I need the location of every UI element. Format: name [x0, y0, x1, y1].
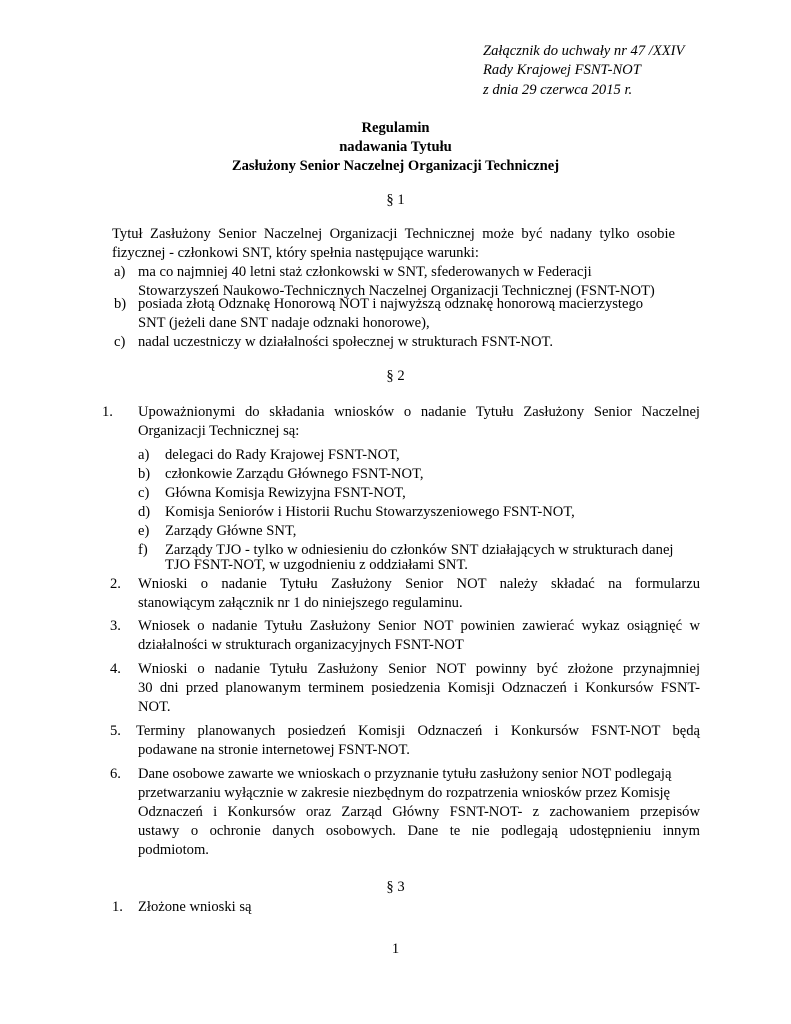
s3-p1-marker: 1.: [112, 899, 123, 915]
s2-sub-f-line-1: Zarządy TJO - tylko w odniesieniu do członków SNT działających w strukturach danej: [165, 542, 674, 558]
s3-p1-line-1: Złożone wnioski są: [138, 899, 252, 915]
s2-p5-line-1: Terminy planowanych posiedzeń Komisji Odznaczeń i Konkursów FSNT-NOT będą: [136, 723, 700, 739]
s2-p6-line-3: Odznaczeń i Konkursów oraz Zarząd Główny FSNT-NOT- z zachowaniem przepisów: [138, 804, 700, 820]
page-number: 1: [391, 941, 400, 957]
s2-p6-marker: 6.: [110, 766, 121, 782]
section-2-heading: § 2: [386, 368, 405, 384]
s2-p4-marker: 4.: [110, 661, 121, 677]
s2-p6-line-2: przetwarzaniu wyłącznie w zakresie niezbędnym do rozpatrzenia wniosków przez Komisję: [138, 785, 671, 801]
s2-p2-line-2: stanowiącym załącznik nr 1 do niniejszego regulaminu.: [138, 595, 463, 611]
s2-sub-c-marker: c): [138, 485, 150, 501]
s2-p6-line-1: Dane osobowe zawarte we wnioskach o przyznanie tytułu zasłużony senior NOT podlegają: [138, 766, 672, 782]
s2-p3-line-2: działalności w strukturach organizacyjnych FSNT-NOT: [138, 637, 464, 653]
s2-sub-f-line-2: TJO FSNT-NOT, w uzgodnieniu z oddziałami SNT.: [165, 557, 468, 573]
s1-item-c-marker: c): [114, 334, 126, 350]
section-3-heading: § 3: [386, 879, 405, 895]
s2-sub-b-text: członkowie Zarządu Głównego FSNT-NOT,: [165, 466, 424, 482]
s2-p4-line-2: 30 dni przed planowanym terminem posiedzenia Komisji Odznaczeń i Konkursów FSNT-: [138, 680, 700, 696]
s2-p5-marker: 5.: [110, 723, 121, 739]
s2-p3-marker: 3.: [110, 618, 121, 634]
title-line-3: Zasłużony Senior Naczelnej Organizacji Technicznej: [231, 158, 560, 174]
s2-sub-a-marker: a): [138, 447, 150, 463]
s1-item-a-line-1: ma co najmniej 40 letni staż członkowski w SNT, sfederowanych w Federacji: [138, 264, 592, 280]
attachment-header: [483, 42, 684, 100]
s1-item-b-line-1: posiada złotą Odznakę Honorową NOT i najwyższą odznakę honorową macierzystego: [138, 296, 644, 312]
s2-p3-line-1: Wniosek o nadanie Tytułu Zasłużony Senior NOT powinien zawierać wykaz osiągnięć w: [138, 618, 700, 634]
s2-p2-line-1: Wnioski o nadanie Tytułu Zasłużony Senior NOT należy składać na formularzu: [138, 576, 700, 592]
s1-item-c-line-1: nadal uczestniczy w działalności społecznej w strukturach FSNT-NOT.: [138, 334, 553, 350]
s1-item-a-marker: a): [114, 264, 126, 280]
s1-intro-line-2: fizycznej - członkowi SNT, który spełnia następujące warunki:: [112, 245, 479, 261]
s2-sub-d-text: Komisja Seniorów i Historii Ruchu Stowarzyszeniowego FSNT-NOT,: [165, 504, 575, 520]
s2-sub-a-text: delegaci do Rady Krajowej FSNT-NOT,: [165, 447, 400, 463]
s2-p2-marker: 2.: [110, 576, 121, 592]
header-line-1: Załącznik do uchwały nr 47 /XXIV: [483, 43, 685, 59]
s1-item-a-line-2: Stowarzyszeń Naukowo-Technicznych Naczelnej Organizacji Technicznej (FSNT-NOT): [138, 283, 655, 299]
header-line-2: Rady Krajowej FSNT-NOT: [483, 62, 641, 79]
section-1-heading: § 1: [386, 192, 405, 208]
title-line-2: nadawania Tytułu: [339, 139, 452, 155]
s1-item-b-line-2: SNT (jeżeli dane SNT nadaje odznaki honorowe),: [138, 315, 430, 331]
s2-p1-marker: 1.: [102, 404, 113, 420]
s2-p4-line-3: NOT.: [138, 699, 171, 715]
s2-sub-d-marker: d): [138, 504, 151, 520]
s1-item-b-marker: b): [114, 296, 127, 312]
s1-intro-line-1: Tytuł Zasłużony Senior Naczelnej Organizacji Technicznej może być nadany tylko osobie: [112, 226, 675, 242]
s2-sub-e-text: Zarządy Główne SNT,: [165, 523, 297, 539]
s2-p4-line-1: Wnioski o nadanie Tytułu Zasłużony Senior NOT powinny być złożone przynajmniej: [138, 661, 700, 677]
s2-sub-b-marker: b): [138, 466, 151, 482]
s2-p1-line-2: Organizacji Technicznej są:: [138, 423, 300, 439]
s2-p6-line-4: ustawy o ochronie danych osobowych. Dane te nie podlegają udostępnieniu innym: [138, 823, 700, 839]
s2-sub-e-marker: e): [138, 523, 150, 539]
s2-p6-line-5: podmiotom.: [138, 842, 209, 858]
s2-p1-line-1: Upoważnionymi do składania wniosków o nadanie Tytułu Zasłużony Senior Naczelnej: [138, 404, 700, 420]
header-line-3: z dnia 29 czerwca 2015 r.: [483, 81, 633, 98]
s2-p5-line-2: podawane na stronie internetowej FSNT-NOT.: [138, 742, 410, 758]
s2-sub-f-marker: f): [138, 542, 148, 558]
s2-sub-c-text: Główna Komisja Rewizyjna FSNT-NOT,: [165, 485, 406, 501]
title-line-1: Regulamin: [361, 120, 430, 136]
